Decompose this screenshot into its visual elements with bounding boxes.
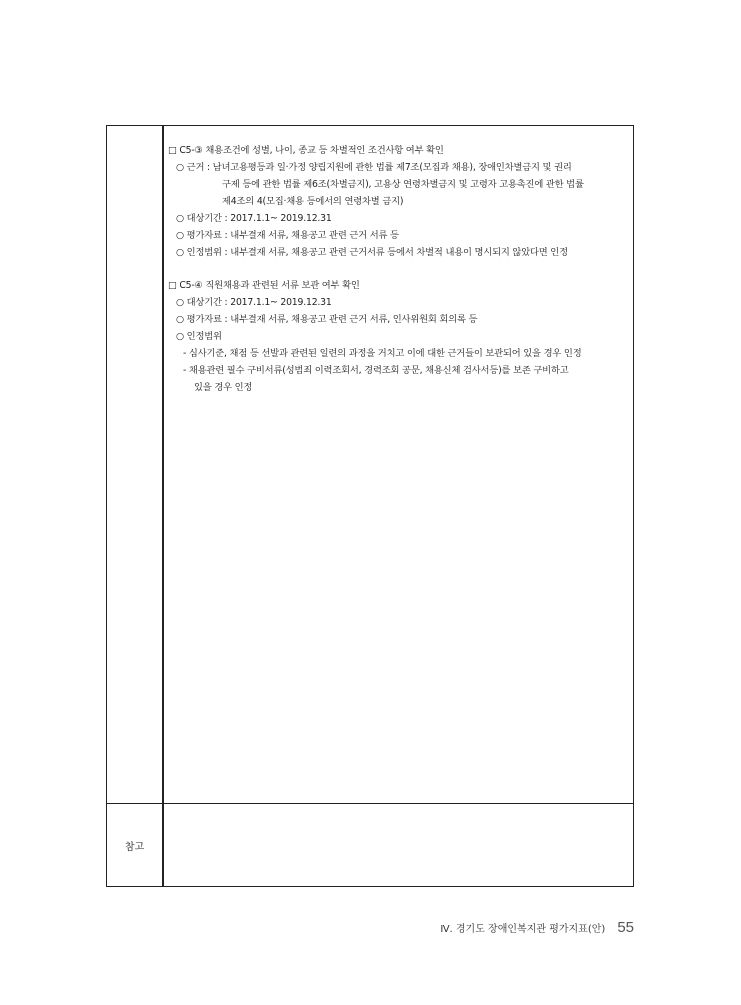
- section-heading: □ C5-③ 채용조건에 성별, 나이, 종교 등 차별적인 조건사항 여부 확인: [168, 145, 444, 156]
- evaluation-table: [106, 125, 634, 887]
- section-gap: [168, 261, 629, 277]
- criteria-line: ○ 평가자료 : 내부결재 서류, 채용공고 관련 근거 서류, 인사위원회 회의록 등: [176, 314, 478, 325]
- criteria-line: - 채용관련 필수 구비서류(성범죄 이력조회서, 경력조회 공문, 채용신체 검사서등)를 보존 구비하고: [183, 365, 569, 376]
- criteria-line: 제4조의 4(모집·채용 등에서의 연령차별 금지): [222, 196, 404, 207]
- reference-label: 참고: [124, 842, 145, 853]
- criteria-line: ○ 인정범위 : 내부결재 서류, 채용공고 관련 근거서류 등에서 차별적 내용이 명시되지 않았다면 인정: [176, 247, 568, 258]
- column-divider: [162, 126, 164, 886]
- criteria-content: [168, 142, 629, 396]
- criteria-line: - 심사기준, 채점 등 선발과 관련된 일련의 과정을 거치고 이에 대한 근거들이 보관되어 있을 경우 인정: [183, 348, 582, 359]
- row-divider: [107, 803, 633, 804]
- criteria-line: 구제 등에 관한 법률 제6조(차별금지), 고용상 연령차별금지 및 고령자 고용촉진에 관한 법률: [222, 179, 584, 190]
- page-number: 55: [617, 919, 634, 936]
- footer-title: Ⅳ. 경기도 장애인복지관 평가지표(안): [440, 924, 606, 935]
- criteria-line: ○ 대상기간 : 2017.1.1~ 2019.12.31: [176, 213, 332, 224]
- criteria-line: ○ 인정범위: [176, 331, 222, 342]
- criteria-line: ○ 평가자료 : 내부결재 서류, 채용공고 관련 근거 서류 등: [176, 230, 399, 241]
- page-footer: [440, 919, 634, 936]
- criteria-line: ○ 근거 : 남녀고용평등과 일·가정 양립지원에 관한 법률 제7조(모집과 채용), 장애인차별금지 및 권리: [176, 162, 572, 173]
- criteria-line: ○ 대상기간 : 2017.1.1~ 2019.12.31: [176, 297, 332, 308]
- criteria-line: 있을 경우 인정: [194, 382, 253, 393]
- section-heading: □ C5-④ 직원채용과 관련된 서류 보관 여부 확인: [168, 280, 360, 291]
